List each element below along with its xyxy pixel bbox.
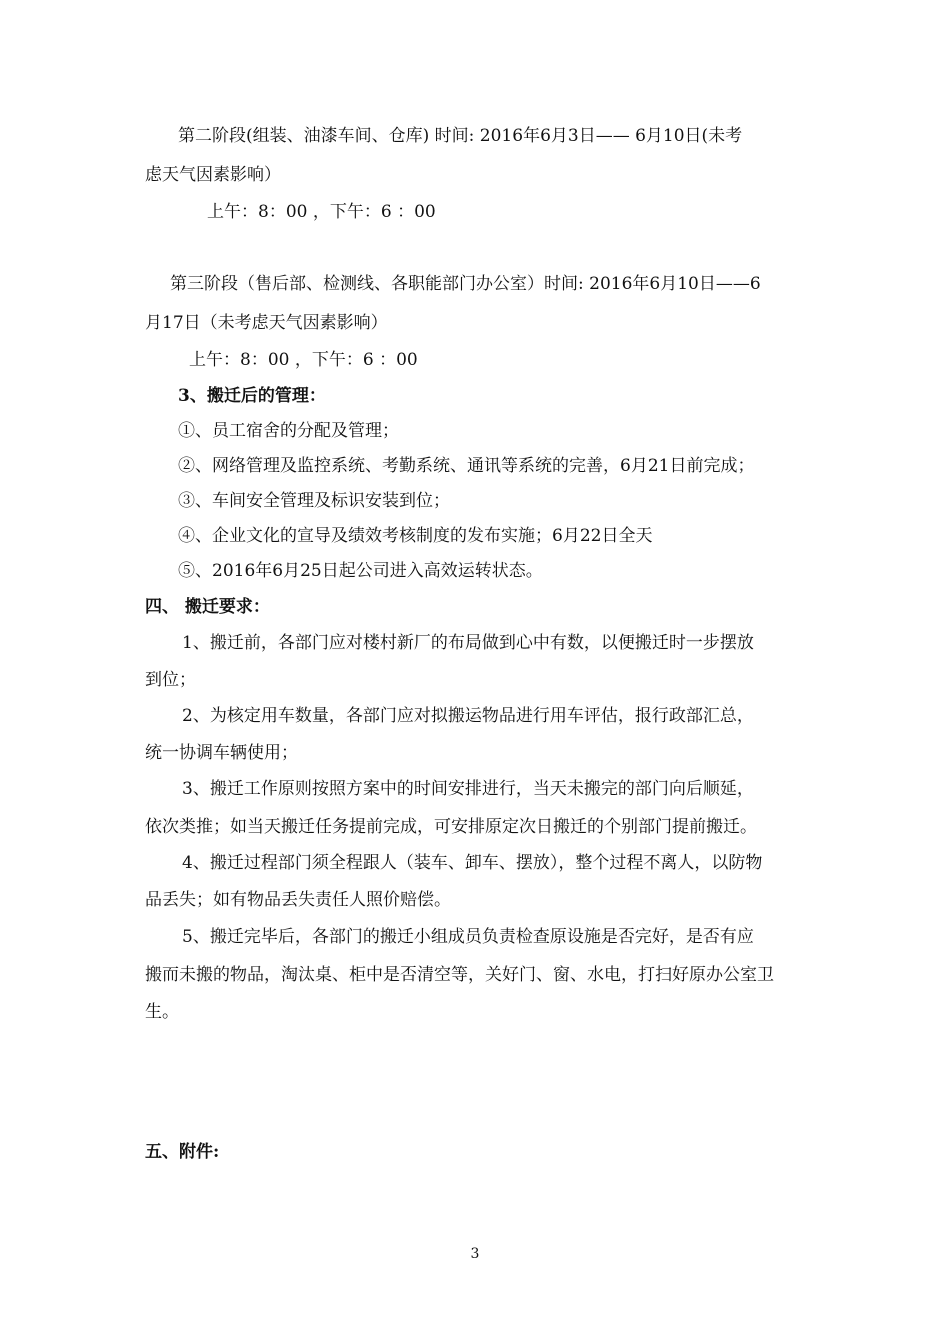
req-1-line1: 1、搬迁前，各部门应对楼村新厂的布局做到心中有数，以便搬迁时一步摆放 <box>182 633 754 653</box>
stage2-line1: 第二阶段(组装、油漆车间、仓库) 时间: 2016年6月3日—— 6月10日(未考 <box>178 126 743 146</box>
page-number: 3 <box>470 1246 480 1262</box>
stage2-line2: 虑天气因素影响） <box>145 165 281 185</box>
mgmt-item-4: ④、企业文化的宣导及绩效考核制度的发布实施；6月22日全天 <box>178 526 653 546</box>
section4-heading: 四、 搬迁要求： <box>145 597 270 617</box>
section5-heading: 五、附件: <box>145 1142 220 1162</box>
req-3-line2: 依次类推；如当天搬迁任务提前完成，可安排原定次日搬迁的个别部门提前搬迁。 <box>145 817 757 837</box>
mgmt-item-2: ②、网络管理及监控系统、考勤系统、通讯等系统的完善，6月21日前完成； <box>178 456 755 476</box>
stage3-time: 上午：8：00 ，下午：6 ：00 <box>189 350 418 370</box>
mgmt-item-1: ①、员工宿舍的分配及管理； <box>178 421 399 441</box>
stage3-line1: 第三阶段（售后部、检测线、各职能部门办公室）时间: 2016年6月10日——6 <box>170 274 761 294</box>
req-2-line1: 2、为核定用车数量，各部门应对拟搬运物品进行用车评估，报行政部汇总， <box>182 706 754 726</box>
mgmt-item-3: ③、车间安全管理及标识安装到位； <box>178 491 450 511</box>
req-1-line2: 到位； <box>145 670 196 690</box>
req-5-line1: 5、搬迁完毕后，各部门的搬迁小组成员负责检查原设施是否完好，是否有应 <box>182 927 754 947</box>
req-5-line2: 搬而未搬的物品，淘汰桌、柜中是否清空等，关好门、窗、水电，打扫好原办公室卫 <box>145 965 774 985</box>
stage2-time: 上午：8：00 ，下午：6 ：00 <box>207 202 436 222</box>
mgmt-item-5: ⑤、2016年6月25日起公司进入高效运转状态。 <box>178 561 543 581</box>
req-5-line3: 生。 <box>145 1002 179 1022</box>
mgmt-heading: 3、搬迁后的管理： <box>178 386 326 406</box>
req-4-line2: 品丢失；如有物品丢失责任人照价赔偿。 <box>145 890 451 910</box>
req-2-line2: 统一协调车辆使用； <box>145 743 298 763</box>
stage3-line2: 月17日（未考虑天气因素影响） <box>145 313 388 333</box>
req-3-line1: 3、搬迁工作原则按照方案中的时间安排进行，当天未搬完的部门向后顺延， <box>182 779 754 799</box>
req-4-line1: 4、搬迁过程部门须全程跟人（装车、卸车、摆放），整个过程不离人，以防物 <box>182 853 763 873</box>
